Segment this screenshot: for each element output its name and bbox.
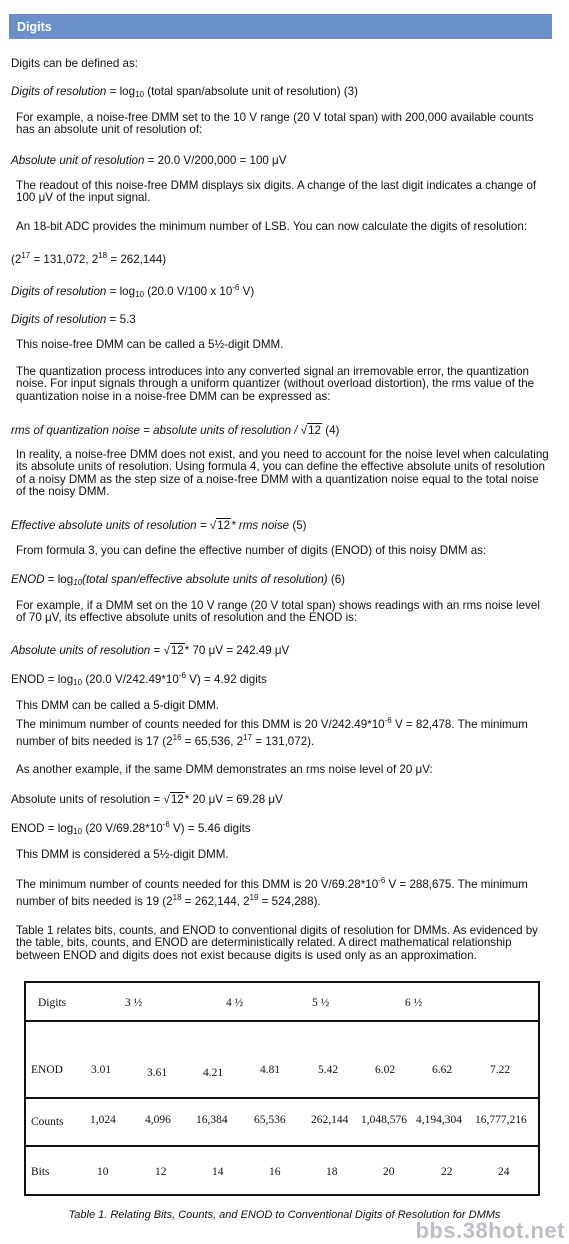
counts-cell: 4,096 (145, 1114, 171, 1126)
bits-cell: 12 (155, 1166, 167, 1178)
formula-5: Effective absolute units of resolution = √12* rms noise (5) (11, 519, 307, 532)
digits-cell: 6 ½ (405, 997, 423, 1009)
digits-table (24, 981, 540, 1196)
digits-cell: 4 ½ (226, 997, 244, 1009)
enod-cell: 5.42 (318, 1064, 339, 1076)
section-header (9, 14, 552, 39)
counts-cell: 65,536 (254, 1114, 286, 1126)
formula-au-20: Absolute units of resolution = √12* 20 μV = 69.28 μV (11, 793, 283, 806)
paragraph-quantization: The quantization process introduces into any converted signal an irremovable error, the quantization noise. For input signals through a uniform quantizer (without overload distortion), the rms value of the quantization noise in a noise-free DMM can be expressed as: (16, 365, 535, 403)
enod-cell: 7.22 (490, 1064, 511, 1076)
formula-4: rms of quantization noise = absolute units of resolution / √12 (4) (11, 424, 340, 437)
bits-cell: 20 (383, 1166, 395, 1178)
row-label-bits: Bits (31, 1166, 50, 1178)
enod-cell: 6.62 (432, 1064, 453, 1076)
enod-cell: 6.02 (375, 1064, 396, 1076)
section-title: Digits (17, 20, 52, 34)
digits-cell: 3 ½ (125, 997, 143, 1009)
paragraph-reality: In reality, a noise-free DMM does not exist, and you need to account for the noise level when calculating its absolute units of resolution. Using formula 4, you can define the effective absolute units of resolution of a noisy DMM as the step size of a noise-free DMM with a quantization noise equal to the total noise of the noisy DMM. (16, 448, 549, 499)
counts-cell: 16,777,216 (475, 1114, 527, 1126)
paragraph-another-example: As another example, if the same DMM demonstrates an rms noise level of 20 μV: (16, 763, 433, 776)
row-label-counts: Counts (31, 1116, 64, 1128)
formula-digits-resolution-2: Digits of resolution = $\log_{10} (20.0$ V/100 x $10^{-6}$ V) (11, 283, 255, 299)
formula-powers: ($2^{17} = 131,072$, $2^{18} = 262,144$) (11, 251, 167, 266)
table-divider (26, 1097, 538, 1099)
paragraph-called-5: This DMM can be called a 5-digit DMM. (16, 699, 219, 712)
paragraph-considered: This DMM is considered a 5½-digit DMM. (16, 848, 229, 861)
formula-enod-70: ENOD = $\log_{10} (20.0$ $V/242.49*10^{-6}$ V) = 4.92 digits (11, 671, 267, 687)
formula-enod-20: ENOD = $\log_{10} (20$ $V/69.28*10^{-6}$ V) = 5.46 digits (11, 820, 251, 836)
watermark: bbs.38hot.net (415, 1218, 565, 1243)
enod-cell: 4.21 (203, 1067, 224, 1079)
table-divider (26, 1145, 538, 1147)
bits-cell: 22 (441, 1166, 453, 1178)
paragraph-adc: An 18-bit ADC provides the minimum number of LSB. You can now calculate the digits of resolution: (16, 220, 528, 233)
table-divider (26, 1020, 538, 1022)
intro-text: Digits can be defined as: (11, 57, 138, 70)
paragraph-formula-3: From formula 3, you can define the effective number of digits (ENOD) of this noisy DMM as: (16, 544, 487, 557)
row-label-enod: ENOD (31, 1064, 63, 1076)
formula-3: Digits of resolution = $\log_{10}$ (total span/absolute unit of resolution) (3) (11, 85, 358, 99)
paragraph-readout: The readout of this noise-free DMM displays six digits. A change of the last digit indicates a change of 100 μV of the input signal. (16, 179, 537, 205)
enod-cell: 3.61 (147, 1067, 168, 1079)
paragraph-minimum-counts-1: The minimum number of counts needed for this DMM is 20 $V/242.49*10^{-6}$ V = 82,478. The minimum number of bits needed is 17 ($2^{16} = 65,536$, $2^{17} = 131,072$). (16, 716, 528, 748)
counts-cell: 16,384 (196, 1114, 228, 1126)
counts-cell: 1,048,576 (361, 1114, 407, 1126)
bits-cell: 16 (269, 1166, 281, 1178)
bits-cell: 14 (212, 1166, 224, 1178)
formula-digits-resolution-3: Digits of resolution = 5.3 (11, 313, 136, 326)
formula-au-70: Absolute units of resolution = √12* 70 μV = 242.49 μV (11, 644, 290, 657)
formula-6: ENOD = $\log_{10}(total$ span/effective absolute units of resolution) (6) (11, 573, 346, 587)
counts-cell: 262,144 (311, 1114, 349, 1126)
row-label-digits: Digits (38, 997, 67, 1009)
digits-cell: 5 ½ (312, 997, 330, 1009)
bits-cell: 10 (97, 1166, 109, 1178)
formula-absolute-unit: Absolute unit of resolution = 20.0 V/200,000 = 100 μV (11, 154, 287, 167)
enod-cell: 4.81 (260, 1064, 281, 1076)
paragraph-table-intro: Table 1 relates bits, counts, and ENOD to conventional digits of resolution for DMMs. As evidenced by the table, bits, counts, and ENOD are deterministically related. A direct mathematical relationship between ENOD and digits does not exist because digits is used only as an approximation. (16, 924, 538, 962)
enod-cell: 3.01 (91, 1064, 112, 1076)
counts-cell: 1,024 (90, 1114, 116, 1126)
paragraph-example-1: For example, a noise-free DMM set to the 10 V range (20 V total span) with 200,000 available counts has an absolute unit of resolution of: (16, 111, 534, 137)
bits-cell: 18 (326, 1166, 338, 1178)
paragraph-called-5-half: This noise-free DMM can be called a 5½-digit DMM. (16, 338, 284, 351)
paragraph-minimum-counts-2: The minimum number of counts needed for this DMM is 20 $V/69.28*10^{-6}$ V = 288,675. The minimum number of bits needed is 19 ($2^{18} = 262,144$, $2^{19} = 524,288$). (16, 876, 528, 908)
table-caption: Table 1. Relating Bits, Counts, and ENOD to Conventional Digits of Resolution for DMMs (68, 1209, 501, 1221)
paragraph-example-2: For example, if a DMM set on the 10 V range (20 V total span) shows readings with an rms noise level of 70 μV, its effective absolute units of resolution and the ENOD is: (16, 599, 540, 625)
counts-cell: 4,194,304 (416, 1114, 462, 1126)
bits-cell: 24 (498, 1166, 510, 1178)
